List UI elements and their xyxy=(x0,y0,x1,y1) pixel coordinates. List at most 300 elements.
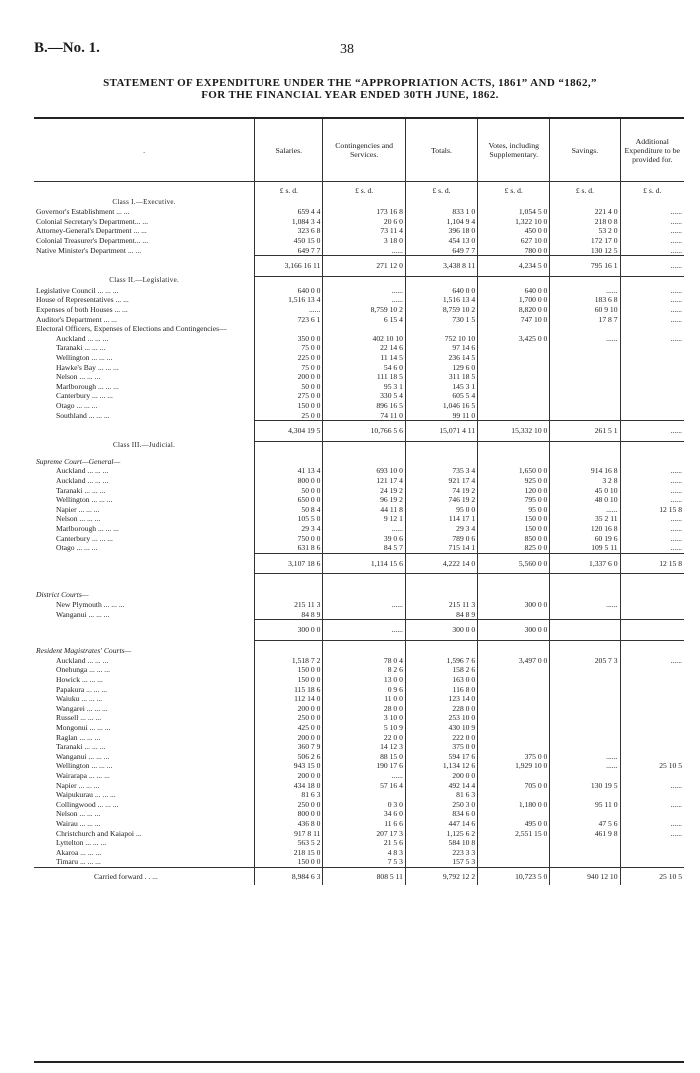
value-cell: 39 0 6 xyxy=(323,534,406,544)
row-label: Canterbury ... ... ... xyxy=(56,391,113,401)
value-cell: 17 8 7 xyxy=(550,315,620,325)
value-cell: 789 0 6 xyxy=(405,534,477,544)
value-cell: 50 8 4 xyxy=(255,505,323,515)
value-cell: 22 14 6 xyxy=(323,343,406,353)
value-cell: 73 11 4 xyxy=(323,226,406,236)
value-cell: 7 5 3 xyxy=(323,857,406,867)
row-label: New Plymouth ... ... ... xyxy=(56,599,125,609)
row-label: Governor's Establishment ... ... xyxy=(36,207,130,217)
expenditure-table xyxy=(34,117,684,885)
value-cell: 454 13 0 xyxy=(405,236,477,246)
carried-forward-label: Carried forward . . ... xyxy=(34,867,255,884)
total-cell: 12 15 8 xyxy=(620,553,684,574)
empty-cell xyxy=(478,324,550,334)
value-cell: 111 18 5 xyxy=(323,372,406,382)
value-cell: 150 0 0 xyxy=(255,665,323,675)
value-cell: 850 0 0 xyxy=(478,534,550,544)
value-cell: 800 0 0 xyxy=(255,809,323,819)
district-courts-heading xyxy=(34,584,684,600)
value-cell: ...... xyxy=(620,286,684,296)
grouped-votes: 375 0 0 xyxy=(478,752,550,762)
empty-cell xyxy=(255,574,323,585)
empty-cell xyxy=(620,324,684,334)
grouped-savings: 461 9 8 xyxy=(550,829,620,868)
value-cell: 715 14 1 xyxy=(405,543,477,553)
row-label: Collingwood ... ... ... xyxy=(56,799,119,809)
value-cell: 163 0 0 xyxy=(405,675,477,685)
row-label: Canterbury ... ... ... xyxy=(56,533,113,543)
value-cell: 253 10 0 xyxy=(405,713,477,723)
total-cell: 271 12 0 xyxy=(323,256,406,277)
value-cell: 60 9 10 xyxy=(550,305,620,315)
value-cell: 200 0 0 xyxy=(255,733,323,743)
value-cell: 130 12 5 xyxy=(550,246,620,256)
value-cell: 60 19 6 xyxy=(550,534,620,544)
value-cell: 492 14 4 xyxy=(405,781,477,791)
row-label: Taranaki ... ... ... xyxy=(56,742,106,752)
statement-title-line1: STATEMENT OF EXPENDITURE UNDER THE “APPROPRIATION ACTS, 1861” AND “1862,” xyxy=(103,77,597,89)
value-cell: 943 15 0 xyxy=(255,761,323,771)
sum-blank xyxy=(34,553,255,574)
value-cell: 5 10 9 xyxy=(323,723,406,733)
value-cell: 921 17 4 xyxy=(405,476,477,486)
row-label: Attorney-General's Department ... ... xyxy=(36,226,147,236)
table-row xyxy=(34,226,684,236)
statement-title-line2: FOR THE FINANCIAL YEAR ENDED 30TH JUNE, 1862. xyxy=(201,89,499,101)
total-cell: 1,114 15 6 xyxy=(323,553,406,574)
class-heading: Class III.—Judicial. xyxy=(113,441,176,450)
value-cell: 75 0 0 xyxy=(255,363,323,373)
value-cell: 723 6 1 xyxy=(255,315,323,325)
value-cell: 3 10 0 xyxy=(323,713,406,723)
units-row xyxy=(34,182,684,198)
value-cell: 430 10 9 xyxy=(405,723,477,733)
empty-cell xyxy=(255,451,323,467)
row-label: Timaru ... ... ... xyxy=(56,857,101,867)
value-cell: ...... xyxy=(620,543,684,553)
grouped-additional: ...... xyxy=(620,656,684,752)
total-cell: 4,304 19 5 xyxy=(255,421,323,442)
value-cell: 12 15 8 xyxy=(620,505,684,515)
table-row xyxy=(34,505,684,515)
value-cell: 6 15 4 xyxy=(323,315,406,325)
empty-cell xyxy=(550,640,620,656)
empty-cell xyxy=(405,574,477,585)
column-header-row xyxy=(34,118,684,182)
value-cell: 228 0 0 xyxy=(405,704,477,714)
empty-cell xyxy=(550,324,620,334)
value-cell: 50 0 0 xyxy=(255,382,323,392)
empty-cell xyxy=(620,441,684,451)
table-row xyxy=(34,514,684,524)
col-salaries: Salaries. xyxy=(255,118,323,182)
value-cell: 3 2 8 xyxy=(550,476,620,486)
value-cell: 14 12 3 xyxy=(323,742,406,752)
table-row xyxy=(34,286,684,296)
value-cell: 627 10 0 xyxy=(478,236,550,246)
grouped-savings: ...... xyxy=(550,752,620,762)
section-heading: District Courts— xyxy=(36,590,89,600)
value-cell: 649 7 7 xyxy=(255,246,323,256)
row-label: Marlborough ... ... ... xyxy=(56,524,119,533)
value-cell: 350 0 0 xyxy=(255,334,323,344)
empty-cell xyxy=(550,276,620,286)
value-cell xyxy=(323,790,406,800)
empty-cell xyxy=(478,441,550,451)
value-cell: 173 16 8 xyxy=(323,207,406,217)
value-cell: 650 0 0 xyxy=(255,495,323,505)
sum-blank xyxy=(34,421,255,442)
table-row xyxy=(34,305,684,315)
value-cell xyxy=(323,610,406,620)
row-label: Colonial Treasurer's Department... ... xyxy=(36,235,149,245)
table-row xyxy=(34,476,684,486)
row-label: Colonial Secretary's Department... ... xyxy=(36,216,149,226)
value-cell: 8 2 6 xyxy=(323,665,406,675)
value-cell: ...... xyxy=(323,246,406,256)
value-cell: 1,134 12 6 xyxy=(405,761,477,771)
table-row xyxy=(34,656,684,666)
row-label: Wanganui ... ... ... xyxy=(56,609,110,619)
value-cell: 129 6 0 xyxy=(405,363,477,373)
value-cell: 75 0 0 xyxy=(255,343,323,353)
table-row xyxy=(34,207,684,217)
value-cell: 735 3 4 xyxy=(405,466,477,476)
value-cell: 402 10 10 xyxy=(323,334,406,344)
grouped-votes: 2,551 15 0 xyxy=(478,829,550,868)
row-label: Auckland ... ... ... xyxy=(56,466,109,476)
table-row xyxy=(34,466,684,476)
value-cell: 752 10 10 xyxy=(405,334,477,344)
value-cell: 150 0 0 xyxy=(478,524,550,534)
total-cell: 3,438 8 11 xyxy=(405,256,477,277)
total-cell: 261 5 1 xyxy=(550,421,620,442)
value-cell: 200 0 0 xyxy=(255,704,323,714)
empty-cell xyxy=(405,640,477,656)
carried-forward-value: 10,723 5 0 xyxy=(478,867,550,884)
value-cell: 99 11 0 xyxy=(405,411,477,421)
value-cell: 780 0 0 xyxy=(478,246,550,256)
value-cell: ...... xyxy=(323,771,406,781)
empty-cell xyxy=(323,198,406,208)
row-label: Wairau ... ... ... xyxy=(56,818,101,828)
value-cell: 425 0 0 xyxy=(255,723,323,733)
value-cell: 833 1 0 xyxy=(405,207,477,217)
grouped-savings: 205 7 3 xyxy=(550,656,620,752)
value-cell: 4 8 3 xyxy=(323,848,406,858)
value-cell: ...... xyxy=(620,486,684,496)
empty-cell xyxy=(620,574,684,585)
value-cell: 48 0 10 xyxy=(550,495,620,505)
units-label: £ s. d. xyxy=(405,182,477,198)
empty-cell xyxy=(620,451,684,467)
value-cell: 105 5 0 xyxy=(255,514,323,524)
col-savings: Savings. xyxy=(550,118,620,182)
value-cell: ...... xyxy=(255,305,323,315)
value-cell: 29 3 4 xyxy=(405,524,477,534)
value-cell: 311 18 5 xyxy=(405,372,477,382)
value-cell: ...... xyxy=(620,207,684,217)
value-cell: 74 19 2 xyxy=(405,486,477,496)
total-cell: 3,107 18 6 xyxy=(255,553,323,574)
table-row xyxy=(34,495,684,505)
value-cell: 11 0 0 xyxy=(323,694,406,704)
units-label: £ s. d. xyxy=(255,182,323,198)
empty-cell xyxy=(550,574,620,585)
value-cell: 172 17 0 xyxy=(550,236,620,246)
value-cell: 97 14 6 xyxy=(405,343,477,353)
value-cell: 330 5 4 xyxy=(323,391,406,401)
total-cell: 4,234 5 0 xyxy=(478,256,550,277)
table-row xyxy=(34,752,684,762)
empty-cell xyxy=(405,198,477,208)
value-cell: 25 0 0 xyxy=(255,411,323,421)
value-cell: 436 8 0 xyxy=(255,819,323,829)
row-label: Mongonui ... ... ... xyxy=(56,723,111,732)
value-cell: ...... xyxy=(620,476,684,486)
value-cell: 1,516 13 4 xyxy=(405,295,477,305)
row-label: Onehunga ... ... ... xyxy=(56,665,110,675)
row-label: Marlborough ... ... ... xyxy=(56,381,119,391)
units-label: £ s. d. xyxy=(478,182,550,198)
row-label: Otago ... ... ... xyxy=(56,543,98,553)
table-row xyxy=(34,543,684,553)
value-cell: ...... xyxy=(620,295,684,305)
row-label: Auckland ... ... ... xyxy=(56,655,109,665)
empty-cell xyxy=(323,584,406,600)
grouped-additional xyxy=(620,752,684,762)
page-number: 38 xyxy=(340,42,354,57)
total-cell: ...... xyxy=(323,620,406,641)
class-1-total xyxy=(34,256,684,277)
value-cell: 150 0 0 xyxy=(478,514,550,524)
value-cell: 323 6 8 xyxy=(255,226,323,236)
value-cell: 41 13 4 xyxy=(255,466,323,476)
carried-forward-value: 940 12 10 xyxy=(550,867,620,884)
value-cell: 112 14 0 xyxy=(255,694,323,704)
value-cell: ...... xyxy=(550,505,620,515)
empty-cell xyxy=(255,441,323,451)
value-cell: 157 5 3 xyxy=(405,857,477,867)
table-row xyxy=(34,761,684,771)
row-label: Nelson ... ... ... xyxy=(56,514,101,524)
row-label: Hawke's Bay ... ... ... xyxy=(56,362,119,372)
value-cell: ...... xyxy=(323,286,406,296)
row-label: Nelson ... ... ... xyxy=(56,809,101,819)
value-cell: 825 0 0 xyxy=(478,543,550,553)
value-cell: 95 3 1 xyxy=(323,382,406,392)
value-cell: 200 0 0 xyxy=(405,771,477,781)
value-cell: ...... xyxy=(620,466,684,476)
value-cell: 150 0 0 xyxy=(255,857,323,867)
supreme-court-heading xyxy=(34,451,684,467)
grouped-votes: 1,929 10 0 xyxy=(478,761,550,780)
value-cell: 150 0 0 xyxy=(255,401,323,411)
table-row xyxy=(34,819,684,829)
value-cell: 8,759 10 2 xyxy=(323,305,406,315)
value-cell: 54 6 0 xyxy=(323,363,406,373)
value-cell: 24 19 2 xyxy=(323,486,406,496)
empty-cell xyxy=(478,584,550,600)
value-cell: 84 8 9 xyxy=(255,610,323,620)
value-cell: 1,046 16 5 xyxy=(405,401,477,411)
total-cell: 3,166 16 11 xyxy=(255,256,323,277)
empty-cell xyxy=(405,276,477,286)
value-cell: 218 15 0 xyxy=(255,848,323,858)
value-cell: 360 7 9 xyxy=(255,742,323,752)
value-cell: 34 6 0 xyxy=(323,809,406,819)
empty-cell xyxy=(550,198,620,208)
grouped-savings: ...... xyxy=(550,334,620,421)
row-label: Otago ... ... ... xyxy=(56,400,98,410)
value-cell: 29 3 4 xyxy=(255,524,323,534)
empty-cell xyxy=(323,441,406,451)
value-cell: 74 11 0 xyxy=(323,411,406,421)
grouped-savings: 95 11 0 xyxy=(550,800,620,819)
sum-blank xyxy=(34,256,255,277)
col-description: . xyxy=(34,118,255,182)
value-cell: ...... xyxy=(323,600,406,610)
value-cell: 95 0 0 xyxy=(405,505,477,515)
carried-forward-value: 8,984 6 3 xyxy=(255,867,323,884)
value-cell: 109 5 11 xyxy=(550,543,620,553)
value-cell: 1,518 7 2 xyxy=(255,656,323,666)
row-label: Napier ... ... ... xyxy=(56,504,100,514)
row-label: Wangarei ... ... ... xyxy=(56,703,108,713)
empty-cell xyxy=(405,441,477,451)
total-cell: 300 0 0 xyxy=(405,620,477,641)
value-cell: 396 18 0 xyxy=(405,226,477,236)
empty-cell xyxy=(620,276,684,286)
value-cell: 1,322 10 0 xyxy=(478,217,550,227)
value-cell: 800 0 0 xyxy=(255,476,323,486)
value-cell: 447 14 6 xyxy=(405,819,477,829)
grouped-votes: 1,180 0 0 xyxy=(478,800,550,819)
value-cell: ...... xyxy=(323,524,406,534)
row-label: Papakura ... ... ... xyxy=(56,684,108,694)
value-cell: 795 0 0 xyxy=(478,495,550,505)
value-cell: ...... xyxy=(620,246,684,256)
value-cell: 1,700 0 0 xyxy=(478,295,550,305)
electoral-heading: Electoral Officers, Expenses of Elections and Contingencies— xyxy=(36,324,227,334)
electoral-heading-row xyxy=(34,324,684,334)
value-cell: ...... xyxy=(620,495,684,505)
value-cell: 1,104 9 4 xyxy=(405,217,477,227)
value-cell: 640 0 0 xyxy=(405,286,477,296)
total-cell: 15,071 4 11 xyxy=(405,421,477,442)
value-cell: 1,650 0 0 xyxy=(478,466,550,476)
total-cell: 795 16 1 xyxy=(550,256,620,277)
empty-cell xyxy=(550,584,620,600)
value-cell: 183 6 8 xyxy=(550,295,620,305)
value-cell: 3 18 0 xyxy=(323,236,406,246)
row-label: Akaroa ... ... ... xyxy=(56,847,102,857)
table-row xyxy=(34,524,684,534)
value-cell: 236 14 5 xyxy=(405,353,477,363)
value-cell: 207 17 3 xyxy=(323,829,406,839)
grouped-additional: ...... xyxy=(620,334,684,421)
table-row xyxy=(34,800,684,810)
empty-cell xyxy=(323,640,406,656)
row-label: Auckland ... ... ... xyxy=(56,476,109,486)
row-label: Raglan ... ... ... xyxy=(56,732,101,742)
carried-forward-value: 25 10 5 xyxy=(620,867,684,884)
value-cell: 116 8 0 xyxy=(405,685,477,695)
value-cell: 215 11 3 xyxy=(255,600,323,610)
row-label: Legislative Council ... ... ... xyxy=(36,285,119,295)
value-cell: 11 14 5 xyxy=(323,353,406,363)
value-cell: ...... xyxy=(620,315,684,325)
value-cell: 747 10 0 xyxy=(478,315,550,325)
total-cell: 5,560 0 0 xyxy=(478,553,550,574)
row-label: Lyttelton ... ... ... xyxy=(56,838,107,848)
value-cell: 250 0 0 xyxy=(255,713,323,723)
value-cell: 44 11 8 xyxy=(323,505,406,515)
value-cell: 914 16 8 xyxy=(550,466,620,476)
empty-cell xyxy=(550,441,620,451)
value-cell: 28 0 0 xyxy=(323,704,406,714)
value-cell: 218 0 8 xyxy=(550,217,620,227)
total-cell: 300 0 0 xyxy=(255,620,323,641)
empty-cell xyxy=(255,324,323,334)
value-cell: ...... xyxy=(620,514,684,524)
table-row xyxy=(34,334,684,344)
units-label: £ s. d. xyxy=(323,182,406,198)
table-row xyxy=(34,534,684,544)
total-cell: 10,766 5 6 xyxy=(323,421,406,442)
empty-cell xyxy=(34,574,255,585)
value-cell: 640 0 0 xyxy=(478,286,550,296)
empty-cell xyxy=(255,584,323,600)
value-cell: ...... xyxy=(620,524,684,534)
value-cell: 50 0 0 xyxy=(255,486,323,496)
district-courts-total xyxy=(34,620,684,641)
carried-forward-value: 808 5 11 xyxy=(323,867,406,884)
grouped-savings: ...... xyxy=(550,600,620,620)
value-cell: 275 0 0 xyxy=(255,391,323,401)
value-cell: 1,084 3 4 xyxy=(255,217,323,227)
value-cell: 649 7 7 xyxy=(405,246,477,256)
value-cell: 746 19 2 xyxy=(405,495,477,505)
row-label: Russell ... ... ... xyxy=(56,713,102,723)
empty-cell xyxy=(323,276,406,286)
table-body xyxy=(34,182,684,885)
value-cell: 53 2 0 xyxy=(550,226,620,236)
row-label: Wellington ... ... ... xyxy=(56,353,113,362)
section-heading: Supreme Court—General— xyxy=(36,456,121,466)
value-cell: 81 6 3 xyxy=(405,790,477,800)
empty-cell xyxy=(255,640,323,656)
row-label: Wellington ... ... ... xyxy=(56,761,113,771)
value-cell: 375 0 0 xyxy=(405,742,477,752)
value-cell: 121 17 4 xyxy=(323,476,406,486)
value-cell: 88 15 0 xyxy=(323,752,406,762)
grouped-votes: 705 0 0 xyxy=(478,781,550,800)
grouped-votes: 495 0 0 xyxy=(478,819,550,829)
value-cell: 115 18 6 xyxy=(255,685,323,695)
row-label: Auditor's Department ... ... xyxy=(36,314,117,324)
total-cell: 300 0 0 xyxy=(478,620,550,641)
grouped-additional: 25 10 5 xyxy=(620,761,684,780)
class-2-total xyxy=(34,421,684,442)
document-reference: B.—No. 1. xyxy=(34,40,100,56)
value-cell: 120 16 8 xyxy=(550,524,620,534)
value-cell: ...... xyxy=(620,305,684,315)
row-label: Waiuku ... ... ... xyxy=(56,694,103,704)
empty-cell xyxy=(255,198,323,208)
value-cell: 78 0 4 xyxy=(323,656,406,666)
col-votes: Votes, including Supplementary. xyxy=(478,118,550,182)
